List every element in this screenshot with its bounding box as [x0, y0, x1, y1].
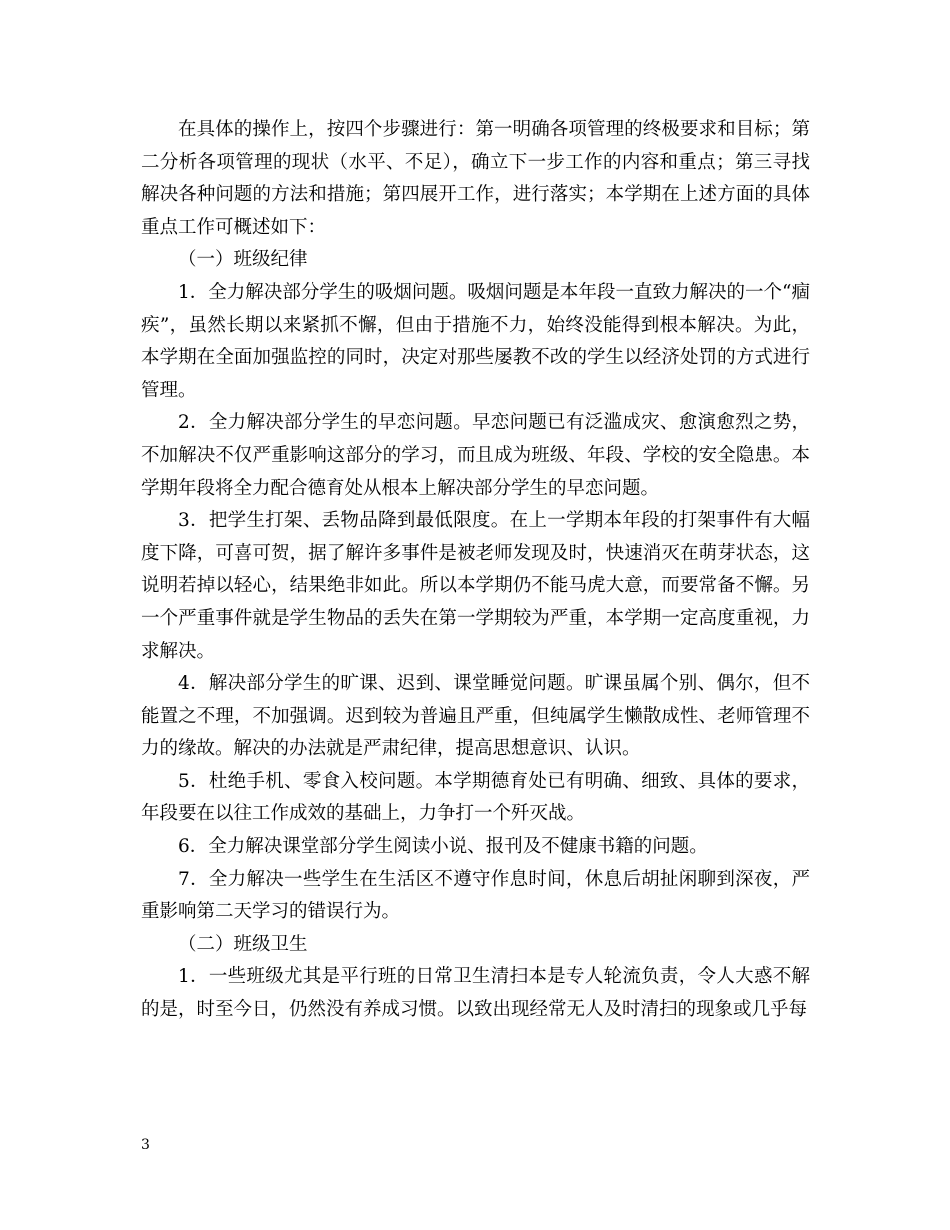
section-heading-hygiene: （二）班级卫生: [178, 933, 308, 955]
page-number: 3: [141, 1137, 150, 1153]
intro-paragraph: 在具体的操作上，按四个步骤进行：第一明确各项管理的终极要求和目标；第二分析各项管理的现状（水平、不足），确立下一步工作的内容和重点；第三寻找解决各种问题的方法和措施；第四展开工作，进行落实；本学期在上述方面的具体重点工作可概述如下：: [141, 119, 810, 238]
discipline-item-6: 6．全力解决课堂部分学生阅读小说、报刊及不健康书籍的问题。: [178, 836, 708, 858]
discipline-item-2: 2．全力解决部分学生的早恋问题。早恋问题已有泛滥成灾、愈演愈烈之势，不加解决不仅严重影响这部分的学习，而且成为班级、年段、学校的安全隐患。本学期年段将全力配合德育处从根本上解决部分学生的早恋问题。: [141, 412, 810, 499]
discipline-item-4: 4．解决部分学生的旷课、迟到、课堂睡觉问题。旷课虽属个别、偶尔，但不能置之不理，不加强调。迟到较为普遍且严重，但纯属学生懒散成性、老师管理不力的缘故。解决的办法就是严肃纪律，提高思想意识、认识。: [141, 673, 810, 760]
hygiene-item-1: 1．一些班级尤其是平行班的日常卫生清扫本是专人轮流负责，令人大惑不解的是，时至今日，仍然没有养成习惯。以致出现经常无人及时清扫的现象或几乎每: [141, 966, 810, 1021]
document-body: [141, 114, 810, 1027]
discipline-item-5: 5．杜绝手机、零食入校问题。本学期德育处已有明确、细致、具体的要求，年段要在以往工作成效的基础上，力争打一个歼灭战。: [141, 770, 810, 825]
discipline-item-3: 3．把学生打架、丢物品降到最低限度。在上一学期本年段的打架事件有大幅度下降，可喜可贺，据了解许多事件是被老师发现及时，快速消灭在萌芽状态，这说明若掉以轻心，结果绝非如此。所以本学期仍不能马虎大意，而要常备不懈。另一个严重事件就是学生物品的丢失在第一学期较为严重，本学期一定高度重视，力求解决。: [141, 510, 810, 662]
section-heading-discipline: （一）班级纪律: [178, 249, 308, 271]
discipline-item-1: 1．全力解决部分学生的吸烟问题。吸烟问题是本年段一直致力解决的一个“痼疾”，虽然长期以来紧抓不懈，但由于措施不力，始终没能得到根本解决。为此，本学期在全面加强监控的同时，决定对那些屡教不改的学生以经济处罚的方式进行管理。: [141, 281, 810, 401]
discipline-item-7: 7．全力解决一些学生在生活区不遵守作息时间，休息后胡扯闲聊到深夜，严重影响第二天学习的错误行为。: [141, 868, 810, 923]
